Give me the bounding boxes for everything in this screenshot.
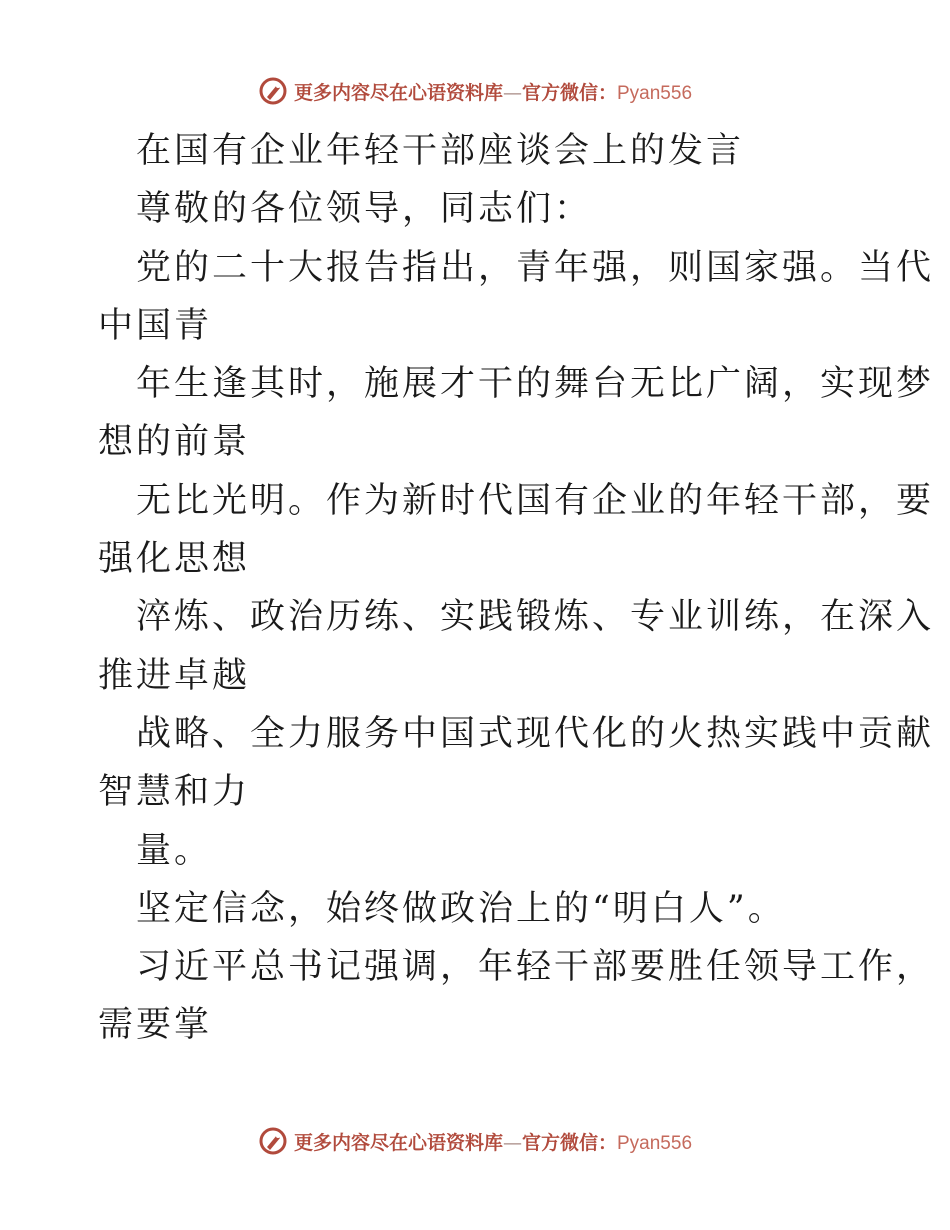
paragraph-line: 战略、全力服务中国式现代化的火热实践中贡献 bbox=[136, 713, 935, 754]
watermark-dash: — bbox=[502, 1131, 522, 1154]
pen-nib-circle-icon bbox=[258, 76, 288, 106]
watermark-text bbox=[294, 78, 692, 105]
document-body bbox=[98, 122, 935, 1055]
paragraph-line: 强化思想 bbox=[98, 539, 251, 580]
paragraph-line: 无比光明。作为新时代国有企业的年轻干部，要 bbox=[136, 480, 935, 521]
watermark-text bbox=[294, 1128, 692, 1155]
pen-nib-circle-icon bbox=[258, 1126, 288, 1156]
paragraph-line: 习近平总书记强调，年轻干部要胜任领导工作， bbox=[136, 947, 935, 988]
document-title: 在国有企业年轻干部座谈会上的发言 bbox=[136, 131, 745, 171]
section-heading: 坚定信念，始终做政治上的“明白人”。 bbox=[136, 888, 786, 929]
salutation: 尊敬的各位领导，同志们： bbox=[136, 189, 593, 230]
watermark-main: 更多内容尽在心语资料库 bbox=[293, 81, 503, 104]
paragraph-line: 党的二十大报告指出，青年强，则国家强。当代 bbox=[136, 247, 935, 288]
footer-watermark bbox=[0, 1121, 950, 1161]
paragraph-line: 年生逢其时，施展才干的舞台无比广阔，实现梦 bbox=[136, 364, 935, 405]
watermark-official-label: 官方微信： bbox=[521, 81, 617, 104]
watermark-dash: — bbox=[502, 81, 522, 104]
paragraph-line: 中国青 bbox=[98, 305, 213, 346]
watermark-account-id: Pyan556 bbox=[617, 1132, 693, 1154]
watermark-main: 更多内容尽在心语资料库 bbox=[293, 1131, 503, 1154]
paragraph-line: 淬炼、政治历练、实践锻炼、专业训练，在深入 bbox=[136, 597, 935, 638]
paragraph-line: 量。 bbox=[136, 830, 213, 871]
paragraph-line: 推进卓越 bbox=[98, 655, 251, 696]
paragraph-line: 想的前景 bbox=[98, 422, 251, 463]
watermark-account-id: Pyan556 bbox=[617, 82, 693, 104]
paragraph-line: 智慧和力 bbox=[98, 772, 251, 813]
header-watermark bbox=[0, 71, 950, 111]
paragraph-line: 需要掌 bbox=[98, 1005, 213, 1046]
watermark-official-label: 官方微信： bbox=[521, 1131, 617, 1154]
